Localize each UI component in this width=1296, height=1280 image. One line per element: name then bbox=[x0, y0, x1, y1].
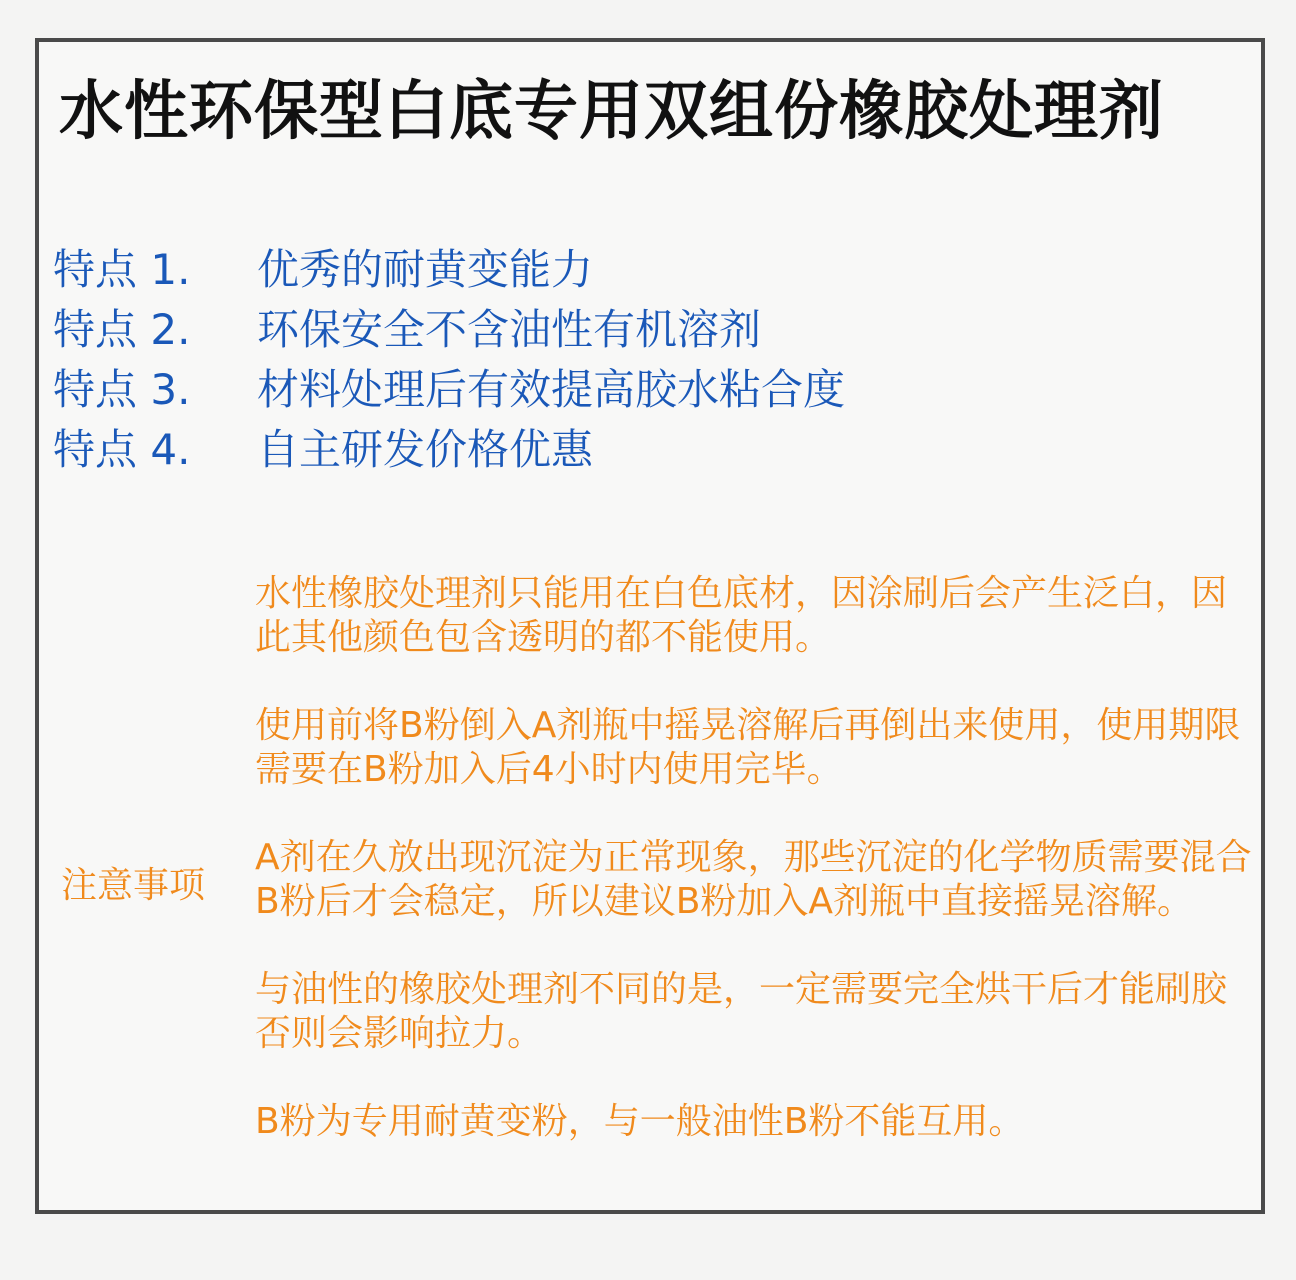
feature-text: 环保安全不含油性有机溶剂 bbox=[257, 305, 762, 354]
note-paragraph: 与油性的橡胶处理剂不同的是，一定需要完全烘干后才能刷胶否则会影响拉力。 bbox=[255, 969, 1228, 1054]
page-title: 水性环保型白底专用双组份橡胶处理剂 bbox=[59, 75, 1164, 149]
note-paragraph: A剂在久放出现沉淀为正常现象，那些沉淀的化学物质需要混合B粉后才会稳定，所以建议B粉加入A剂瓶中直接摇晃溶解。 bbox=[255, 837, 1252, 922]
notes-heading: 注意事项 bbox=[61, 865, 206, 906]
document-frame bbox=[35, 38, 1265, 1214]
feature-text: 优秀的耐黄变能力 bbox=[257, 245, 594, 294]
note-paragraph: 使用前将B粉倒入A剂瓶中摇晃溶解后再倒出来使用，使用期限需要在B粉加入后4小时内使用完毕。 bbox=[255, 705, 1241, 790]
note-paragraph: B粉为专用耐黄变粉，与一般油性B粉不能互用。 bbox=[255, 1101, 1025, 1142]
feature-text: 材料处理后有效提高胶水粘合度 bbox=[257, 365, 846, 414]
feature-label: 特点 1. bbox=[53, 245, 191, 294]
feature-label: 特点 3. bbox=[53, 365, 191, 414]
feature-label: 特点 2. bbox=[53, 305, 191, 354]
notes-list bbox=[255, 572, 1255, 1144]
feature-label: 特点 4. bbox=[53, 425, 191, 474]
note-paragraph: 水性橡胶处理剂只能用在白色底材，因涂刷后会产生泛白，因此其他颜色包含透明的都不能使用。 bbox=[255, 573, 1228, 658]
feature-text: 自主研发价格优惠 bbox=[257, 425, 594, 474]
